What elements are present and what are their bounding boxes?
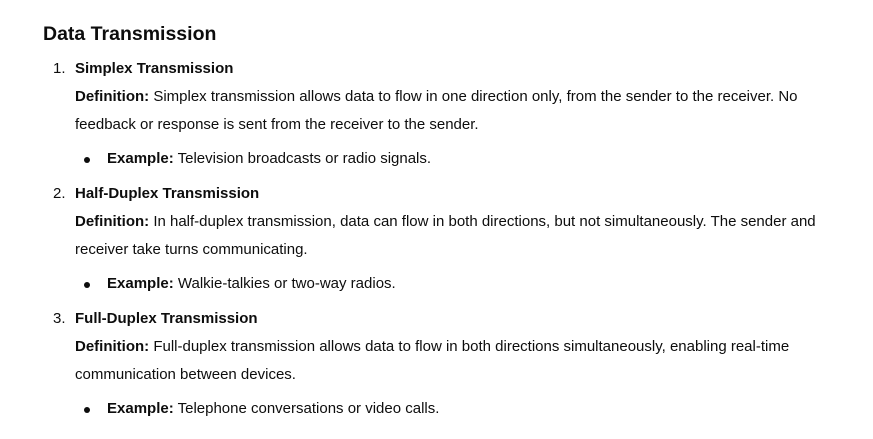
- bullet-icon: [84, 282, 90, 288]
- list-item-full-duplex: [43, 305, 843, 423]
- bullet-icon: [84, 407, 90, 413]
- document-content: [43, 20, 843, 430]
- example-list: [75, 145, 843, 173]
- definition-paragraph: [75, 83, 843, 139]
- item-number: 1.: [53, 60, 66, 77]
- item-number: 2.: [53, 185, 66, 202]
- definition-paragraph: [75, 208, 843, 264]
- example-item: [75, 145, 843, 173]
- definition-label: Definition:: [75, 88, 150, 105]
- list-item-half-duplex: [43, 180, 843, 298]
- bullet-icon: [84, 157, 90, 163]
- list-item-simplex: [43, 55, 843, 173]
- example-text: Television broadcasts or radio signals.: [173, 150, 432, 167]
- item-number: 3.: [53, 310, 66, 327]
- example-text: Telephone conversations or video calls.: [173, 400, 440, 417]
- page-title: Data Transmission: [43, 23, 217, 45]
- definition-paragraph: [75, 333, 843, 389]
- item-title: Simplex Transmission: [75, 60, 234, 77]
- example-text: Walkie-talkies or two-way radios.: [173, 275, 396, 292]
- example-label: Example:: [107, 150, 174, 167]
- definition-label: Definition:: [75, 213, 150, 230]
- definition-text: In half-duplex transmission, data can flow in both directions, but not simultaneously. The sender and receiver take turns communicating.: [75, 213, 816, 258]
- example-label: Example:: [107, 400, 174, 417]
- definition-text: Simplex transmission allows data to flow in one direction only, from the sender to the receiver. No feedback or response is sent from the receiver to the sender.: [75, 88, 798, 133]
- example-item: [75, 395, 843, 423]
- example-list: [75, 270, 843, 298]
- example-list: [75, 395, 843, 423]
- example-item: [75, 270, 843, 298]
- definition-label: Definition:: [75, 338, 150, 355]
- example-label: Example:: [107, 275, 174, 292]
- item-title: Full-Duplex Transmission: [75, 310, 258, 327]
- item-title: Half-Duplex Transmission: [75, 185, 260, 202]
- transmission-list: [43, 55, 843, 423]
- definition-text: Full-duplex transmission allows data to flow in both directions simultaneously, enabling real-time communication between devices.: [75, 338, 790, 383]
